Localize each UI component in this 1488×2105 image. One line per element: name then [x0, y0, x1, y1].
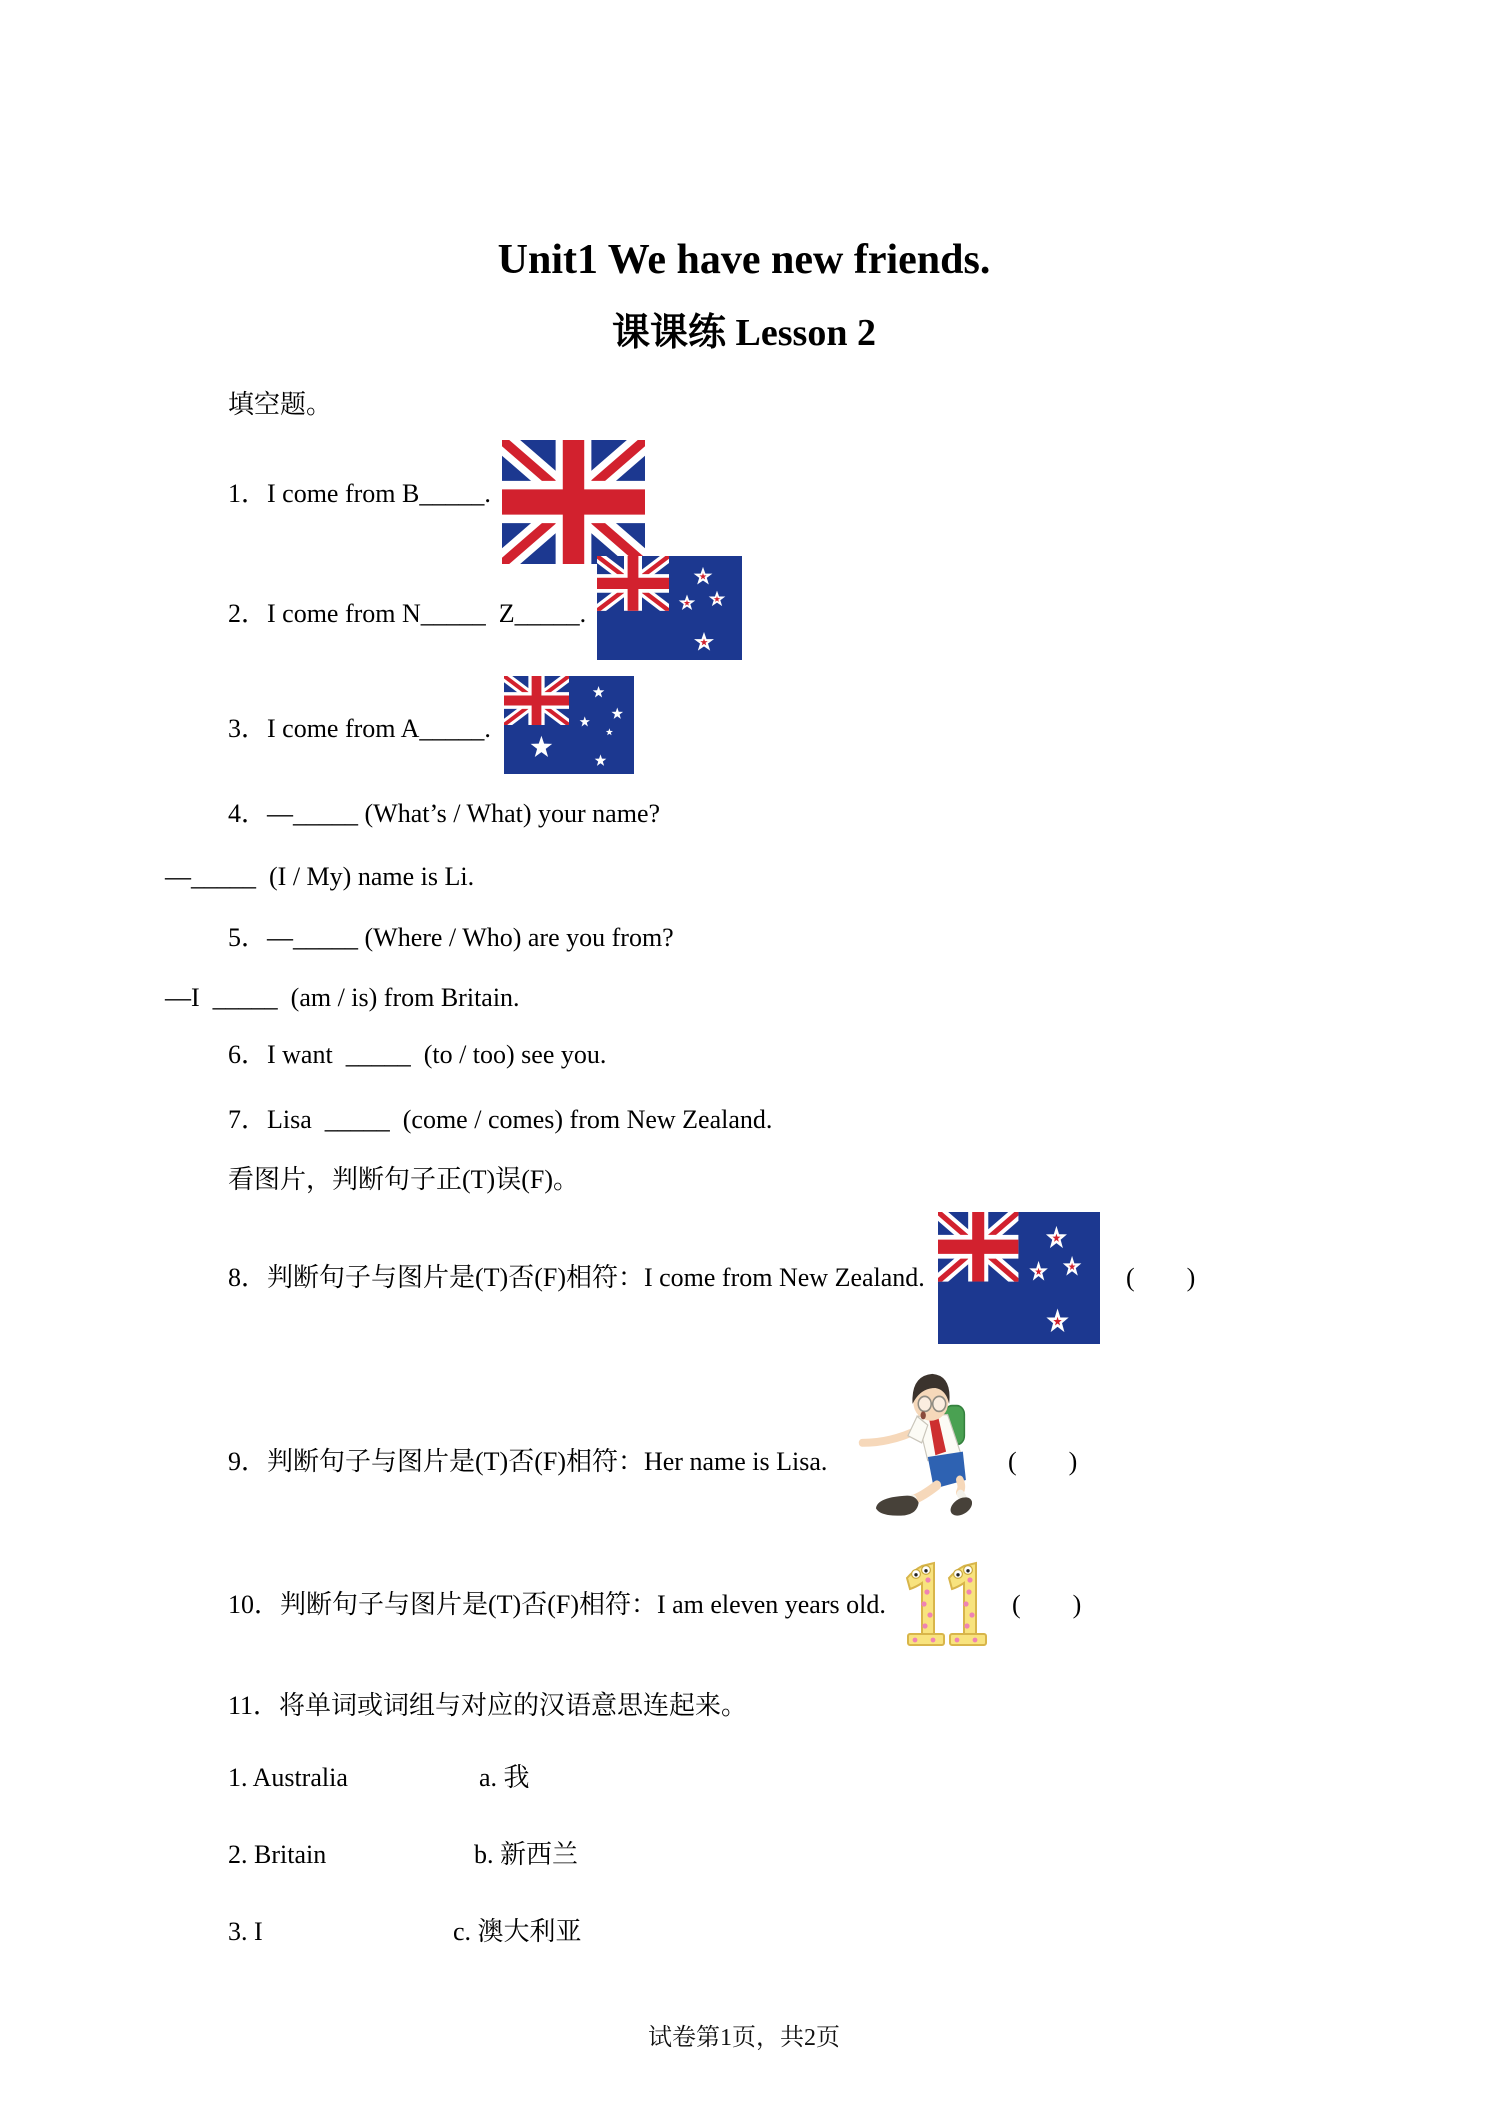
question-5: 5．—_____ (Where / Who) are you from? [228, 923, 674, 952]
question-6: 6．I want _____ (to / too) see you. [228, 1040, 607, 1069]
match-left-item: 1. Australia [228, 1763, 348, 1792]
match-left-item: 2. Britain [228, 1840, 327, 1869]
answer-parentheses: ( ) [1012, 1590, 1082, 1619]
question-9: 9．判断句子与图片是(T)否(F)相符：Her name is Lisa. [228, 1447, 828, 1476]
question-5-reply: —I _____ (am / is) from Britain. [165, 983, 520, 1012]
answer-parentheses: ( ) [1008, 1447, 1078, 1476]
australia-flag-image [504, 676, 634, 774]
section-label-true-false: 看图片，判断句子正(T)误(F)。 [228, 1165, 579, 1194]
page-title: Unit1 We have new friends. [497, 237, 991, 283]
uk-flag-image [502, 440, 645, 564]
match-left-item: 3. I [228, 1917, 263, 1946]
section-label-fill-blank: 填空题。 [228, 390, 333, 419]
question-1: 1．I come from B_____. [228, 479, 491, 508]
page-subtitle: 课课练 Lesson 2 [612, 312, 876, 354]
question-4-reply: —_____ (I / My) name is Li. [165, 862, 475, 891]
question-8: 8．判断句子与图片是(T)否(F)相符：I come from New Zealand. [228, 1263, 925, 1292]
number-eleven-image [903, 1558, 987, 1653]
question-4: 4．—_____ (What’s / What) your name? [228, 799, 661, 828]
match-right-item: a. 我 [479, 1763, 530, 1792]
match-right-item: b. 新西兰 [474, 1840, 579, 1869]
match-right-item: c. 澳大利亚 [453, 1917, 582, 1946]
question-10: 10．判断句子与图片是(T)否(F)相符：I am eleven years old. [228, 1590, 886, 1619]
question-7: 7．Lisa _____ (come / comes) from New Zealand. [228, 1105, 773, 1134]
new-zealand-flag-large-image [938, 1212, 1100, 1344]
new-zealand-flag-image [597, 556, 742, 660]
question-3: 3．I come from A_____. [228, 714, 491, 743]
page-footer: 试卷第1页，共2页 [648, 2025, 840, 2051]
question-2: 2．I come from N_____ Z_____. [228, 599, 587, 628]
answer-parentheses: ( ) [1126, 1263, 1196, 1292]
running-boy-image [850, 1365, 972, 1533]
question-11: 11．将单词或词组与对应的汉语意思连起来。 [228, 1691, 748, 1720]
